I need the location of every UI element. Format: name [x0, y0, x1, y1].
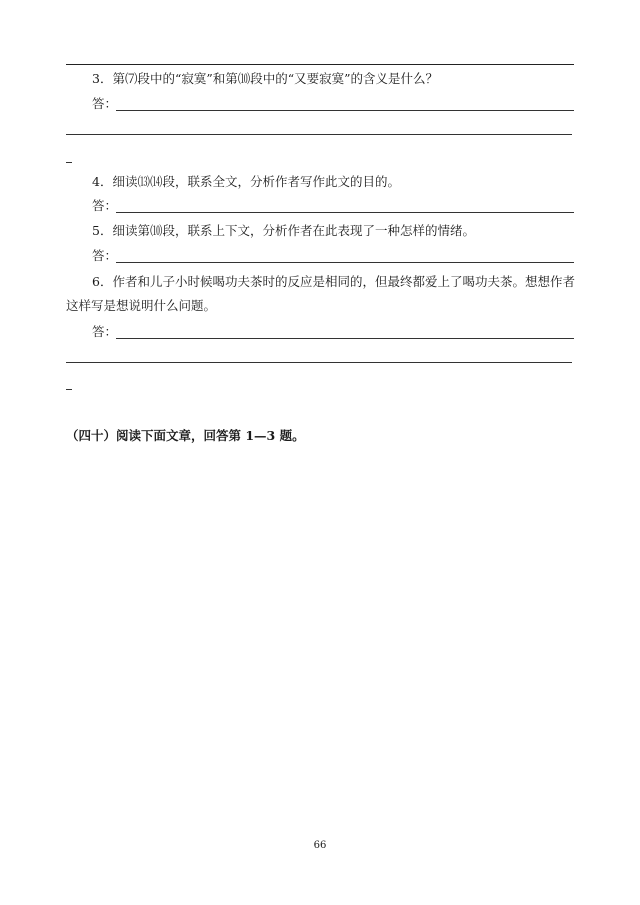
question-6-text-line-2: 这样写是想说明什么问题。: [66, 298, 217, 313]
question-6-text-line-1: 6．作者和儿子小时候喝功夫茶时的反应是相同的，但最终都爱上了喝功夫茶。想想作者: [92, 274, 575, 289]
question-6-answer-end-dash: [66, 389, 72, 390]
question-3-answer-row: [92, 96, 574, 112]
question-6-answer-row: [92, 324, 574, 340]
question-5-text: 5．细读第⑽段，联系上下文，分析作者在此表现了一种怎样的情绪。: [92, 223, 475, 238]
question-6-answer-line[interactable]: [116, 338, 574, 339]
question-3-answer-line[interactable]: [116, 110, 574, 111]
question-4-answer-label: 答：: [92, 198, 118, 213]
question-6-answer-label: 答：: [92, 324, 118, 339]
question-5-answer-row: [92, 248, 574, 264]
question-5-answer-label: 答：: [92, 248, 118, 263]
question-3-answer-label: 答：: [92, 96, 118, 111]
section-40-title: （四十）阅读下面文章，回答第 1—3 题。: [66, 428, 305, 443]
question-6-answer-continuation-line[interactable]: [66, 362, 572, 363]
question-5-answer-line[interactable]: [116, 262, 574, 263]
question-3-answer-continuation-line[interactable]: [66, 134, 572, 135]
question-4-text: 4．细读⒀⒁段，联系全文，分析作者写作此文的目的。: [92, 174, 400, 189]
page-number: 66: [313, 840, 327, 851]
question-3-text: 3．第⑺段中的“寂寞”和第⑽段中的“又要寂寞”的含义是什么？: [92, 71, 439, 86]
question-3-answer-end-dash: [66, 162, 72, 163]
header-rule: [66, 64, 574, 65]
question-4-answer-line[interactable]: [116, 212, 574, 213]
question-4-answer-row: [92, 198, 574, 214]
